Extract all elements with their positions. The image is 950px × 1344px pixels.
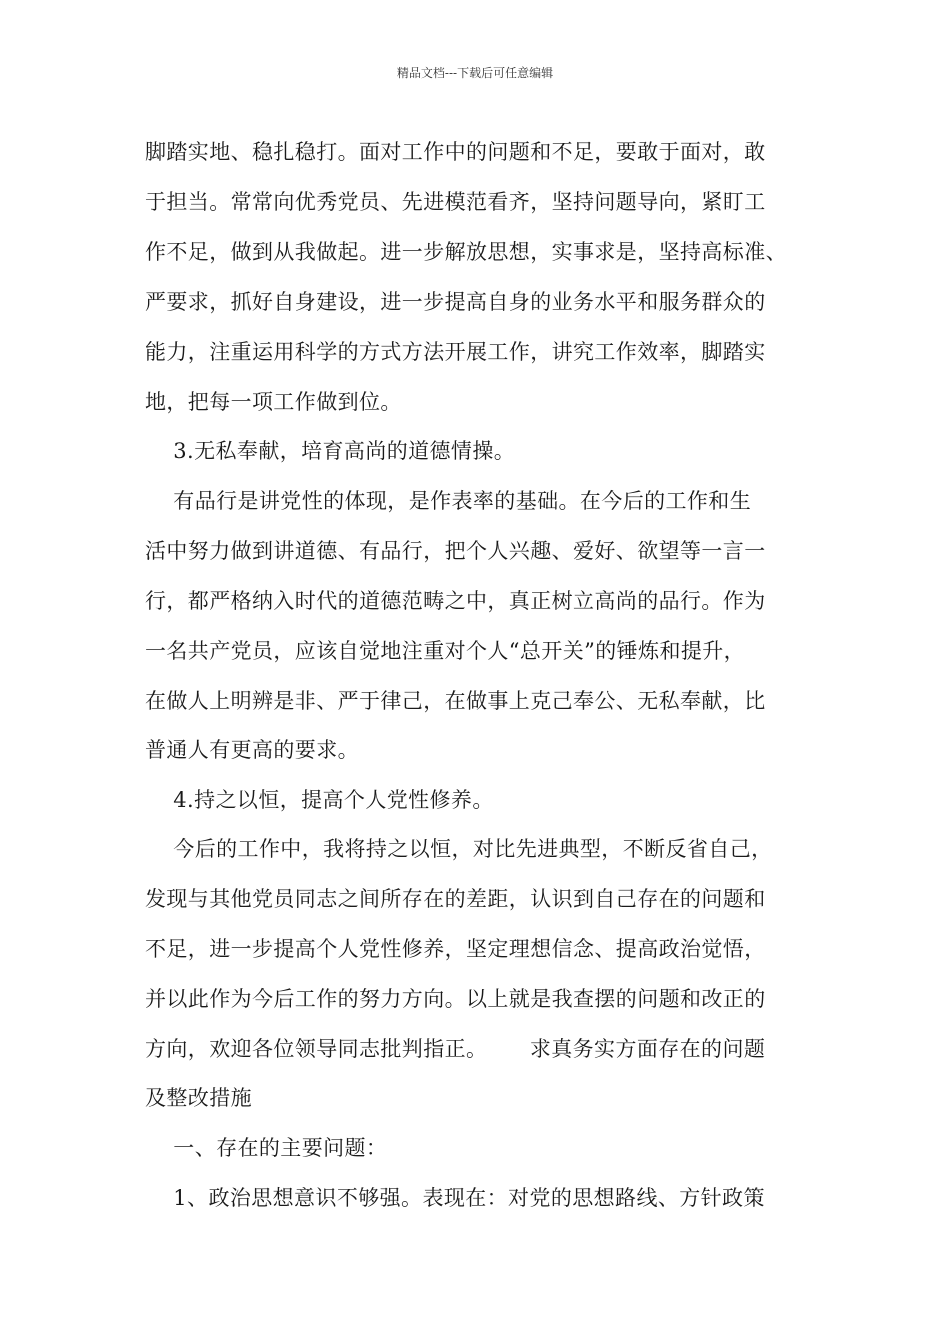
text-line: 脚踏实地、稳扎稳打。面对工作中的问题和不足，要敢于面对，敢 (145, 140, 766, 164)
section-heading: 一、存在的主要问题： (145, 1136, 388, 1160)
text-line: 一名共产党员，应该自觉地注重对个人“总开关”的锤炼和提升， (145, 639, 746, 663)
section-heading: 3.无私奉献，培育高尚的道德情操。 (145, 439, 516, 463)
text-line: 有品行是讲党性的体现，是作表率的基础。在今后的工作和生 (145, 489, 752, 513)
text-line: 能力，注重运用科学的方式方法开展工作，讲究工作效率，脚踏实 (145, 340, 766, 364)
text-line: 今后的工作中，我将持之以恒，对比先进典型，不断反省自己， (145, 837, 773, 861)
text-line: 不足，进一步提高个人党性修养，坚定理想信念、提高政治觉悟， (145, 937, 766, 961)
text-line: 发现与其他党员同志之间所存在的差距，认识到自己存在的问题和 (145, 887, 766, 911)
text-line: 普通人有更高的要求。 (145, 738, 359, 762)
text-line: 及整改措施 (145, 1086, 252, 1110)
text-line: 地，把每一项工作做到位。 (145, 390, 402, 414)
text-line: 1、政治思想意识不够强。表现在：对党的思想路线、方针政策 (145, 1186, 765, 1210)
text-line: 在做人上明辨是非、严于律己，在做事上克己奉公、无私奉献，比 (145, 689, 766, 713)
text-line: 严要求，抓好自身建设，进一步提高自身的业务水平和服务群众的 (145, 290, 766, 314)
section-heading: 4.持之以恒，提高个人党性修养。 (145, 788, 494, 812)
text-line: 行，都严格纳入时代的道德范畴之中，真正树立高尚的品行。作为 (145, 589, 766, 613)
page-header: 精品文档---下载后可任意编辑 (396, 66, 554, 80)
text-line: 于担当。常常向优秀党员、先进模范看齐，坚持问题导向，紧盯工 (145, 190, 766, 214)
text-line: 并以此作为今后工作的努力方向。以上就是我查摆的问题和改正的 (145, 987, 766, 1011)
text-line: 活中努力做到讲道德、有品行，把个人兴趣、爱好、欲望等一言一 (145, 539, 766, 563)
text-line: 作不足，做到从我做起。进一步解放思想，实事求是，坚持高标准、 (145, 240, 787, 264)
text-line: 方向，欢迎各位领导同志批判指正。 求真务实方面存在的问题 (145, 1037, 766, 1061)
